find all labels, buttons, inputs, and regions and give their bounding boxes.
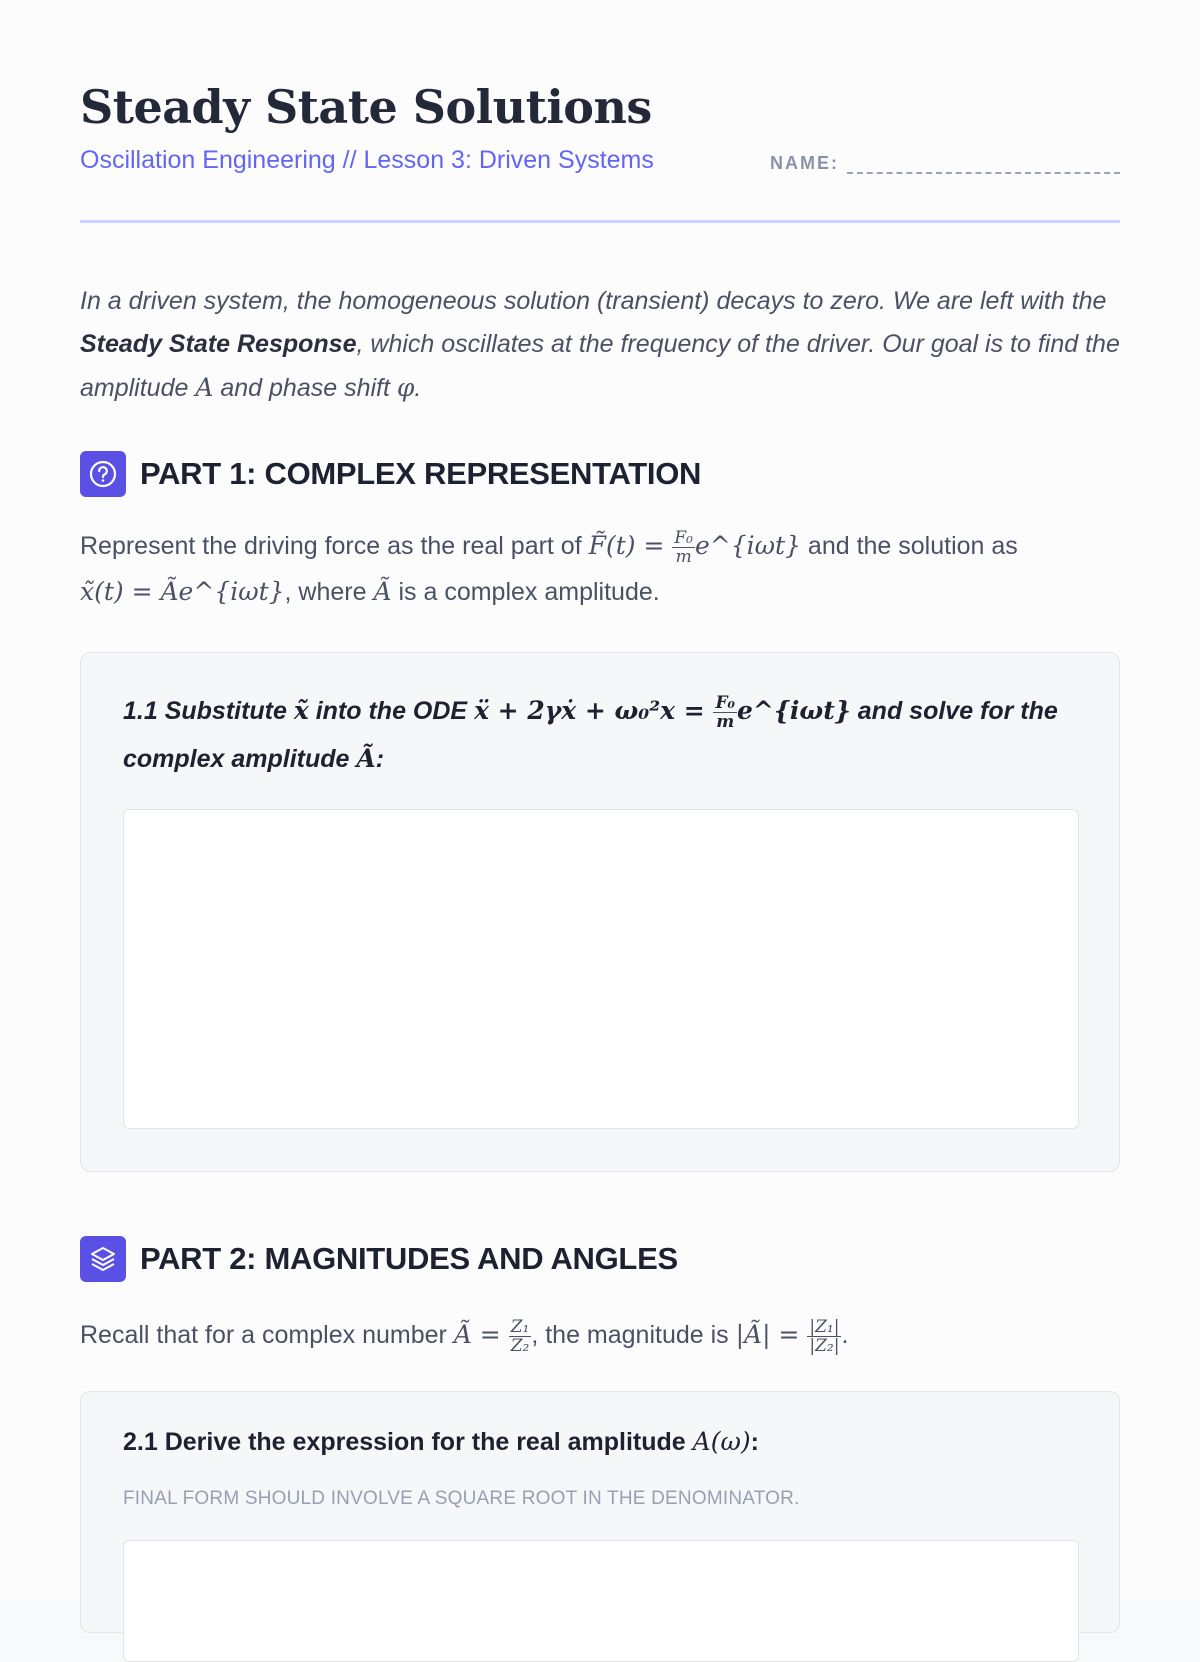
part2-description xyxy=(80,1312,1120,1358)
p2-fraction-2 xyxy=(807,1318,841,1355)
p2-f1-num: Z₁ xyxy=(510,1316,530,1337)
force-exp: e^{iωt} xyxy=(694,531,801,560)
part1-heading xyxy=(80,451,701,497)
p2-eq2: |Ã| = xyxy=(735,1320,808,1349)
p2-f2-den: |Z₂| xyxy=(809,1335,840,1356)
part2-heading xyxy=(80,1236,678,1282)
layers-icon xyxy=(80,1236,126,1282)
intro-bold: Steady State Response xyxy=(80,330,357,358)
p2-text-a: Recall that for a complex number xyxy=(80,1321,454,1349)
part1-title: PART 1: COMPLEX REPRESENTATION xyxy=(140,456,702,491)
name-label: NAME: xyxy=(770,153,839,173)
question-1-1-card xyxy=(80,652,1120,1172)
part1-description xyxy=(80,523,1120,615)
force-fraction xyxy=(672,529,695,566)
q1-line2: complex amplitude xyxy=(123,745,357,773)
p2-f1-den: Z₂ xyxy=(510,1335,530,1356)
solution-eq: x̃(t) = Ãe^{iωt} xyxy=(80,577,285,606)
p1-text-b: and the solution as xyxy=(800,532,1018,560)
answer-box-2-1[interactable] xyxy=(123,1540,1079,1662)
intro-text-2: , which oscillates at the frequency of the driver. Our goal is to find the amplitude xyxy=(80,330,1120,402)
q2-label: 2.1 Derive the expression for the real amplitude xyxy=(123,1428,693,1456)
q1-exp: e^{iωt} xyxy=(736,696,851,725)
p2-eq1: Ã = xyxy=(453,1320,509,1349)
force-eq: F̃(t) = xyxy=(588,531,673,560)
name-blank-line[interactable] xyxy=(847,158,1120,174)
intro-text-4: . xyxy=(414,374,422,402)
q2-symbol: A(ω) xyxy=(692,1427,751,1456)
frac-num: F₀ xyxy=(674,527,693,548)
help-circle-icon xyxy=(80,451,126,497)
header-divider xyxy=(80,220,1120,223)
answer-box-1-1[interactable] xyxy=(123,809,1079,1129)
q1-colon: : xyxy=(375,745,385,773)
intro-text-3: and phase shift xyxy=(213,374,397,402)
frac-den: m xyxy=(675,546,692,567)
q1-symbol: x̃ xyxy=(293,696,309,725)
q1-end: and solve for the xyxy=(850,697,1058,725)
q1-fraction xyxy=(713,694,737,731)
q1-frac-num: F₀ xyxy=(715,692,735,713)
q1-label: 1.1 Substitute xyxy=(123,697,294,725)
p1-text-a: Represent the driving force as the real part of xyxy=(80,532,589,560)
q2-colon: : xyxy=(750,1428,759,1456)
symbol-A: A xyxy=(195,373,214,402)
intro-paragraph xyxy=(80,280,1120,410)
page-title: Steady State Solutions xyxy=(80,80,652,134)
name-field[interactable] xyxy=(770,153,1120,174)
page-subtitle: Oscillation Engineering // Lesson 3: Driven Systems xyxy=(80,146,654,174)
q1-frac-den: m xyxy=(716,711,735,732)
q1-ode: ẍ + 2γẋ + ω₀²x = xyxy=(474,696,714,725)
question-1-1-prompt xyxy=(123,687,1073,783)
p2-text-c: . xyxy=(841,1321,849,1349)
part2-title: PART 2: MAGNITUDES AND ANGLES xyxy=(140,1241,678,1276)
p2-text-b: , the magnitude is xyxy=(531,1321,736,1349)
question-2-1-card xyxy=(80,1391,1120,1633)
question-2-1-hint: FINAL FORM SHOULD INVOLVE A SQUARE ROOT IN THE DENOMINATOR. xyxy=(123,1488,800,1509)
amp-symbol: Ã xyxy=(373,577,392,606)
p1-text-d: is a complex amplitude. xyxy=(391,578,660,606)
p2-fraction-1 xyxy=(509,1318,532,1355)
q1-amp: Ã xyxy=(356,744,376,773)
p1-text-c: , where xyxy=(284,578,374,606)
question-2-1-prompt xyxy=(123,1418,1073,1466)
q1-mid: into the ODE xyxy=(308,697,475,725)
intro-text-1: In a driven system, the homogeneous solution (transient) decays to zero. We are left with the xyxy=(80,287,1107,315)
symbol-phi: φ xyxy=(396,373,415,402)
p2-f2-num: |Z₁| xyxy=(809,1316,840,1337)
